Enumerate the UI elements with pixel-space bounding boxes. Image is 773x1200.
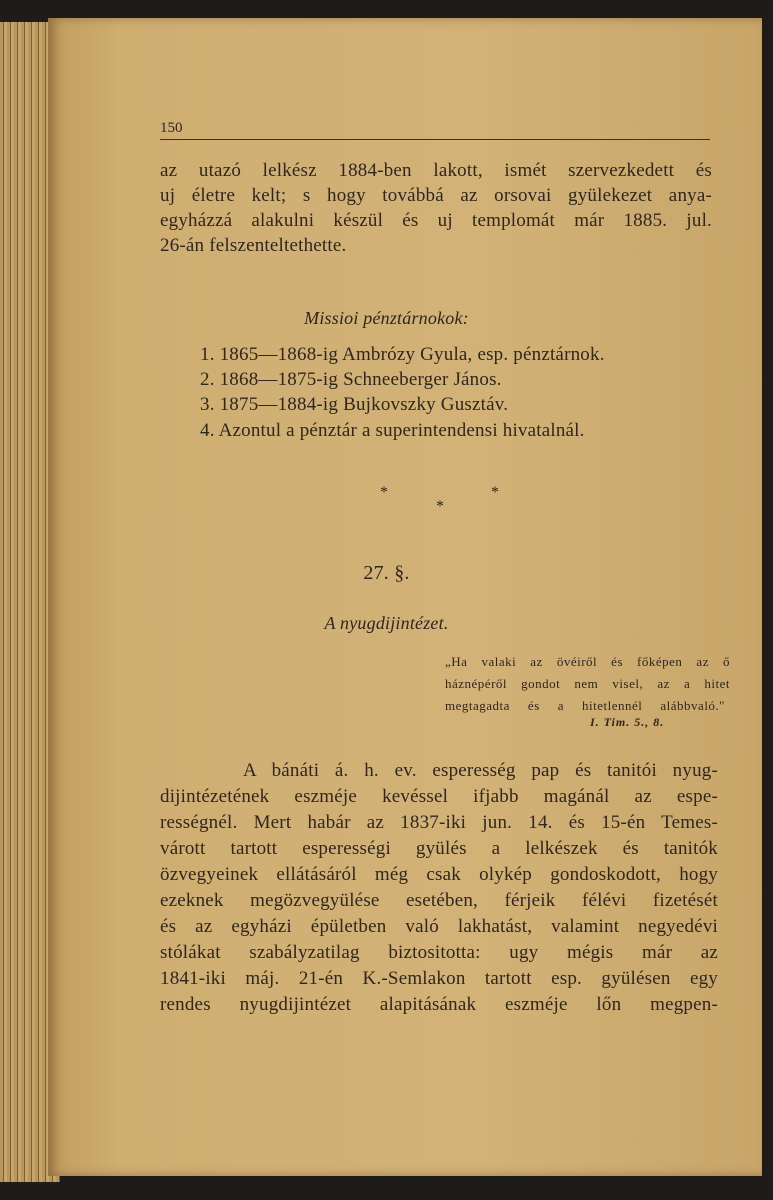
text-line: és az egyházi épületben való lakhatást, valamint negyedévi	[160, 916, 718, 937]
text-line: 26-án felszenteltethette.	[160, 235, 347, 256]
item-number: 3.	[200, 394, 215, 415]
text-line: A bánáti á. h. ev. esperesség pap és tanitói nyug-	[243, 760, 718, 781]
epigraph-line: megtagadta és a hitetlennél alábbvaló."	[445, 698, 725, 713]
header-rule	[160, 139, 710, 140]
page-number: 150	[160, 120, 183, 136]
text-line: özvegyeinek ellátásáról még csak olykép gondoskodott, hogy	[160, 864, 718, 885]
asterism-star: *	[491, 484, 499, 501]
asterism-star: *	[436, 498, 444, 515]
list-item	[200, 394, 508, 416]
text-line: ezeknek megözvegyülése esetében, férjeik félévi fizetését	[160, 890, 718, 911]
text-line: uj életre kelt; s hogy továbbá az orsovai gyülekezet anya-	[160, 185, 712, 206]
text-line: dijintézetének eszméje kevéssel ifjabb magánál az espe-	[160, 786, 718, 807]
item-number: 1.	[200, 344, 215, 365]
item-text: 1868—1875-ig Schneeberger János.	[219, 369, 502, 390]
text-line: stólákat szabályzatilag biztositotta: ugy mégis már az	[160, 942, 718, 963]
list-item	[200, 420, 585, 442]
item-text: 1875—1884-ig Bujkovszky Gusztáv.	[219, 394, 509, 415]
text-line: egyházzá alakulni készül és uj templomát már 1885. jul.	[160, 210, 712, 231]
section-number: 27. §.	[363, 562, 410, 584]
list-item	[200, 344, 605, 366]
item-number: 4.	[200, 420, 215, 441]
epigraph-source: I. Tim. 5., 8.	[590, 715, 665, 729]
text-line: rendes nyugdijintézet alapitásának eszméje lőn megpen-	[160, 994, 718, 1015]
treasurers-heading: Missioi pénztárnokok:	[304, 308, 469, 328]
epigraph-line: „Ha valaki az övéiről és főképen az ő	[445, 654, 730, 669]
asterism-star: *	[380, 484, 388, 501]
text-line: várott tartott esperességi gyülés a lelkészek és tanitók	[160, 838, 718, 859]
item-number: 2.	[200, 369, 215, 390]
item-text: 1865—1868-ig Ambrózy Gyula, esp. pénztárnok.	[219, 344, 605, 365]
text-line: 1841-iki máj. 21-én K.-Semlakon tartott esp. gyülésen egy	[160, 968, 718, 989]
item-text: Azontul a pénztár a superintendensi hivatalnál.	[218, 420, 585, 441]
section-title: A nyugdijintézet.	[324, 613, 449, 633]
epigraph-line: háznépéről gondot nem visel, az a hitet	[445, 676, 730, 691]
text-line: rességnél. Mert habár az 1837-iki jun. 14. és 15-én Temes-	[160, 812, 718, 833]
text-line: az utazó lelkész 1884-ben lakott, ismét szervezkedett és	[160, 160, 712, 181]
list-item	[200, 369, 502, 391]
